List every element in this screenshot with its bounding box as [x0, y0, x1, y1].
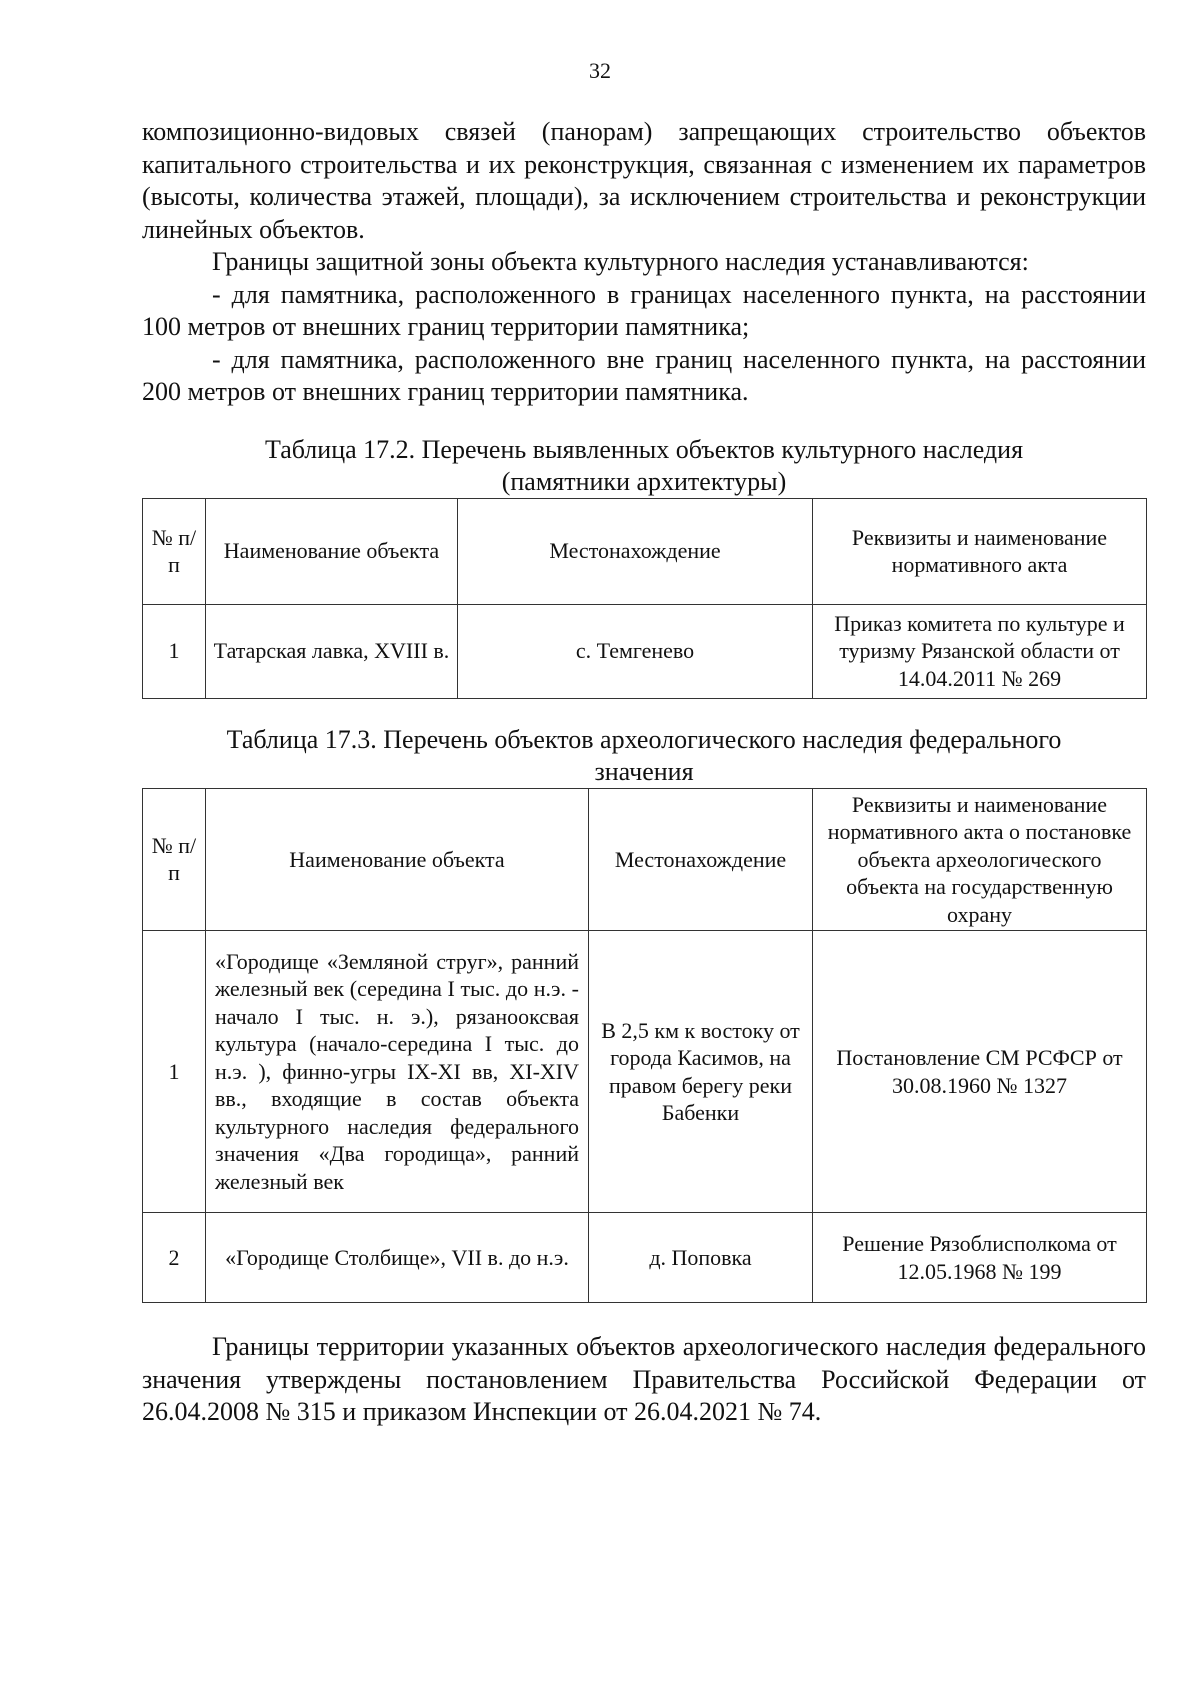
table-row	[143, 604, 1147, 698]
cell-location: д. Поповка	[589, 1213, 813, 1303]
table1-caption-line1: Таблица 17.2. Перечень выявленных объектов культурного наследия	[264, 434, 1024, 464]
cell-name: Татарская лавка, XVIII в.	[206, 604, 458, 698]
cell-name: «Городище «Земляной струг», ранний железный век (середина I тыс. до н.э. - начало I тыс. н. э.), рязанооксвая культура (начало-середина I тыс. до н.э. ), финно-угры IX-XI вв, XI-XIV вв., входящие в состав объекта культурного наследия федерального значения «Два городища», ранний железный век	[206, 931, 589, 1213]
paragraph-protection-zone: Границы защитной зоны объекта культурного наследия устанавливаются:	[212, 247, 1029, 276]
paragraph-outside-settlement: - для памятника, расположенного вне границ населенного пункта, на расстоянии 200 метров от внешних границ территории памятника.	[142, 344, 1146, 406]
table-header-row	[143, 788, 1147, 931]
cell-number: 1	[143, 931, 206, 1213]
cell-number: 1	[143, 604, 206, 698]
table-architecture-monuments	[142, 498, 1147, 699]
cell-legal-act: Решение Рязоблисполкома от 12.05.1968 № 199	[813, 1213, 1147, 1303]
table1-caption	[142, 434, 1146, 498]
table-row	[143, 931, 1147, 1213]
header-name: Наименование объекта	[206, 498, 458, 604]
table2-caption-line1: Таблица 17.3. Перечень объектов археологического наследия федерального	[226, 724, 1062, 754]
page-number: 32	[589, 58, 611, 83]
table-archaeological-heritage	[142, 788, 1147, 1304]
cell-name: «Городище Столбище», VII в. до н.э.	[206, 1213, 589, 1303]
cell-legal-act: Приказ комитета по культуре и туризму Рязанской области от 14.04.2011 № 269	[813, 604, 1147, 698]
paragraph-inside-settlement: - для памятника, расположенного в границах населенного пункта, на расстоянии 100 метров от внешних границ территории памятника;	[142, 279, 1146, 341]
table-row	[143, 1213, 1147, 1303]
paragraph-restrictions: композиционно-видовых связей (панорам) запрещающих строительство объектов капитального строительства и их реконструкция, связанная с изменением их параметров (высоты, количества этажей, площади), за исключением строительства и реконструкции линейных объектов.	[142, 117, 1146, 244]
cell-legal-act: Постановление СМ РСФСР от 30.08.1960 № 1327	[813, 931, 1147, 1213]
table-header-row	[143, 498, 1147, 604]
page-content	[142, 116, 1146, 1429]
table1-caption-line2: (памятники архитектуры)	[501, 466, 787, 496]
header-legal-act: Реквизиты и наименование нормативного акта	[813, 498, 1147, 604]
cell-location: с. Темгенево	[458, 604, 813, 698]
header-number: № п/п	[143, 498, 206, 604]
header-legal-act: Реквизиты и наименование нормативного акта о постановке объекта археологического объекта на государственную охрану	[813, 788, 1147, 931]
header-number: № п/п	[143, 788, 206, 931]
header-location: Местонахождение	[589, 788, 813, 931]
table2-caption-line2: значения	[594, 756, 694, 786]
paragraph-boundaries-approved: Границы территории указанных объектов археологического наследия федерального значения утверждены постановлением Правительства Российской Федерации от 26.04.2008 № 315 и приказом Инспекции от 26.04.2021 № 74.	[142, 1332, 1146, 1426]
header-name: Наименование объекта	[206, 788, 589, 931]
header-location: Местонахождение	[458, 498, 813, 604]
table2-caption	[142, 724, 1146, 788]
cell-location: В 2,5 км к востоку от города Касимов, на правом берегу реки Бабенки	[589, 931, 813, 1213]
cell-number: 2	[143, 1213, 206, 1303]
